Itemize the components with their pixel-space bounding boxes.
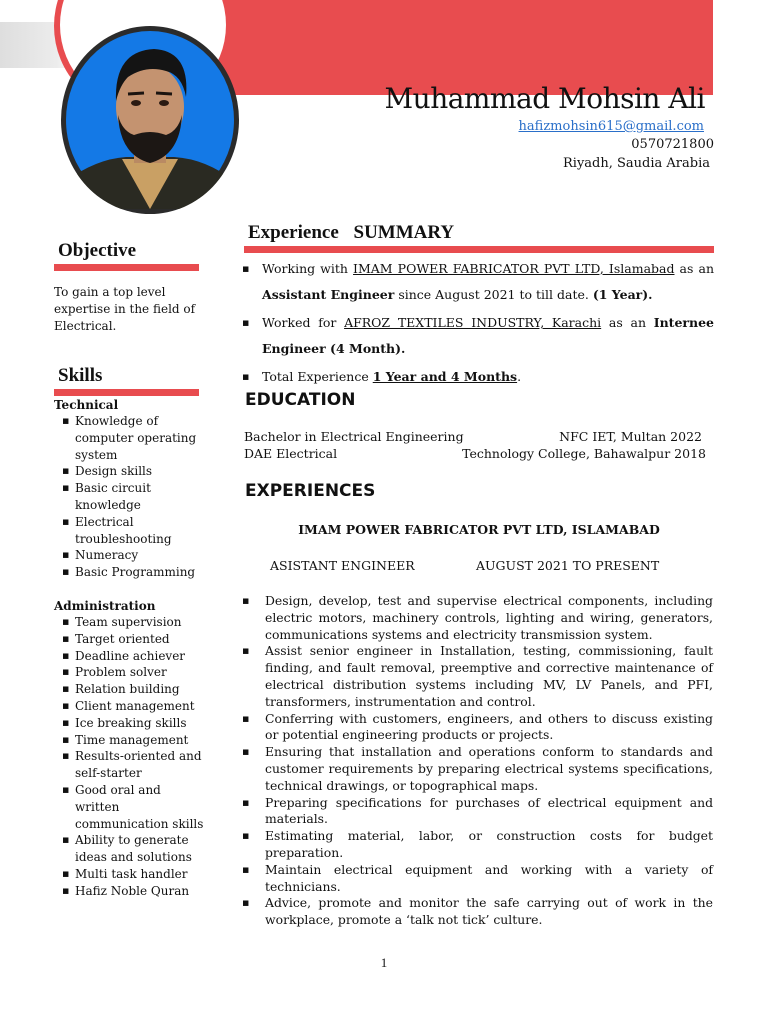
skill-item: ▪ Hafiz Noble Quran	[62, 883, 207, 900]
skills-heading: Skills	[58, 365, 103, 386]
skill-item: ▪ Time management	[62, 732, 207, 749]
institution: Technology College, Bahawalpur 2018	[462, 446, 706, 461]
summary-role: Assistant Engineer	[262, 286, 395, 302]
education-heading: EDUCATION	[245, 390, 356, 410]
candidate-name: Muhammad Mohsin Ali	[384, 82, 705, 115]
skill-item: ▪ Team supervision	[62, 614, 207, 631]
administration-skills-list	[62, 614, 207, 900]
skill-item: ▪ Good oral and written communication skills	[62, 782, 207, 832]
skill-item: ▪ Knowledge of computer operating system	[62, 413, 207, 463]
employer-name: IMAM POWER FABRICATOR PVT LTD, ISLAMABAD	[298, 522, 660, 537]
skill-item: ▪ Electrical troubleshooting	[62, 514, 207, 548]
duty-item: ▪ Assist senior engineer in Installation, testing, commissioning, fault finding, and fault removal, preemptive and corrective maintenance of electrical distribution systems including MV, LV Panels, and PFI, transformers, instrumentation and control.	[242, 643, 713, 710]
skill-item: ▪ Results-oriented and self-starter	[62, 748, 207, 782]
skill-item: ▪ Design skills	[62, 463, 207, 480]
skill-item: ▪ Relation building	[62, 681, 207, 698]
duty-item: ▪ Design, develop, test and supervise electrical components, including electric motors, machinery controls, lighting and wiring, generators, communications systems and electricity transmission system.	[242, 593, 713, 643]
skill-item: ▪ Multi task handler	[62, 866, 207, 883]
duties-list	[242, 593, 713, 929]
education-row	[244, 429, 706, 444]
phone-number: 0570721800	[631, 137, 714, 152]
summary-list	[242, 256, 714, 390]
job-period: AUGUST 2021 TO PRESENT	[476, 558, 660, 573]
profile-photo	[61, 26, 239, 214]
administration-skills-heading: Administration	[54, 599, 156, 613]
summary-heading: Experience SUMMARY	[248, 222, 455, 243]
duty-item: ▪ Advice, promote and monitor the safe carrying out of work in the workplace, promote a ‘talk not tick’ culture.	[242, 895, 713, 929]
summary-company: AFROZ TEXTILES INDUSTRY, Karachi	[344, 315, 602, 330]
summary-company: IMAM POWER FABRICATOR PVT LTD, Islamabad	[353, 261, 675, 276]
skill-item: ▪ Ice breaking skills	[62, 715, 207, 732]
summary-duration: (1 Year).	[592, 286, 653, 302]
skill-item: ▪ Numeracy	[62, 547, 207, 564]
skill-item: ▪ Problem solver	[62, 664, 207, 681]
total-experience: 1 Year and 4 Months	[372, 369, 518, 384]
skill-item: ▪ Deadline achiever	[62, 648, 207, 665]
duty-item: ▪ Preparing specifications for purchases of electrical equipment and materials.	[242, 795, 713, 829]
location: Riyadh, Saudia Arabia	[563, 156, 710, 171]
skill-item: ▪ Basic Programming	[62, 564, 207, 581]
duty-item: ▪ Ensuring that installation and operations conform to standards and customer requirements by preparing electrical systems specifications, technical drawings, or topographical maps.	[242, 744, 713, 794]
technical-skills-heading: Technical	[54, 398, 119, 412]
duty-item: ▪ Estimating material, labor, or construction costs for budget preparation.	[242, 828, 713, 862]
degree: Bachelor in Electrical Engineering	[244, 429, 464, 444]
page-number: 1	[380, 955, 388, 970]
skill-item: ▪ Target oriented	[62, 631, 207, 648]
technical-skills-list	[62, 413, 207, 581]
skills-divider	[54, 389, 199, 396]
summary-item: ▪ Worked for AFROZ TEXTILES INDUSTRY, Karachi as an Internee Engineer (4 Month).	[242, 310, 714, 361]
duty-item: ▪ Conferring with customers, engineers, and others to discuss existing or potential engineering products or projects.	[242, 711, 713, 745]
objective-divider	[54, 264, 199, 271]
summary-item: ▪ Total Experience 1 Year and 4 Months.	[242, 364, 714, 390]
summary-divider	[244, 246, 714, 253]
objective-text: To gain a top level expertise in the field of Electrical.	[54, 285, 196, 333]
duty-item: ▪ Maintain electrical equipment and working with a variety of technicians.	[242, 862, 713, 896]
skill-item: ▪ Basic circuit knowledge	[62, 480, 207, 514]
skill-item: ▪ Ability to generate ideas and solutions	[62, 832, 207, 866]
education-row	[244, 446, 706, 461]
email-link[interactable]: hafizmohsin615@gmail.com	[518, 119, 704, 134]
summary-role: Internee Engineer (4 Month).	[262, 315, 714, 356]
job-title: ASISTANT ENGINEER	[270, 558, 415, 573]
institution: NFC IET, Multan 2022	[559, 429, 702, 444]
degree: DAE Electrical	[244, 446, 338, 461]
experiences-heading: EXPERIENCES	[245, 481, 376, 501]
skill-item: ▪ Client management	[62, 698, 207, 715]
summary-item: ▪ Working with IMAM POWER FABRICATOR PVT LTD, Islamabad as an Assistant Engineer since August 2021 to till date. (1 Year).	[242, 256, 714, 307]
objective-heading: Objective	[58, 240, 137, 261]
